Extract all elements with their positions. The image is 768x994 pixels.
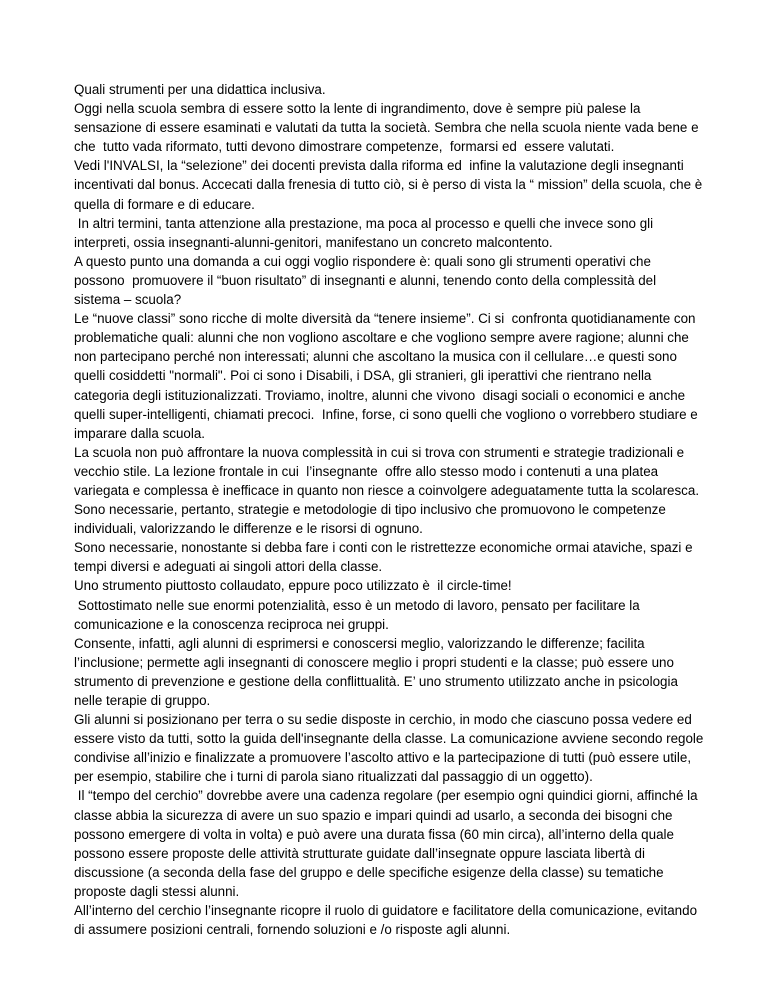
paragraph: All’interno del cerchio l’insegnante ricopre il ruolo di guidatore e facilitatore della comunicazione, evitando di assumere posizioni centrali, fornendo soluzioni e /o risposte agli alunni.	[74, 903, 701, 938]
document-page	[74, 80, 708, 939]
paragraph: Le “nuove classi” sono ricche di molte diversità da “tenere insieme”. Ci si confronta quotidianamente con problematiche quali: alunni che non vogliono ascoltare e che vogliono sempre avere ragione; alunni che non partecipano perché non interessati; alunni che ascoltano la musica con il cellulare…e questi sono quelli cosiddetti "normali". Poi ci sono i Disabili, i DSA, gli stranieri, gli iperattivi che rientrano nella categoria degli istituzionalizzati. Troviamo, inoltre, alunni che vivono disagi sociali o economici e anche quelli super-intelligenti, chiamati precoci. Infine, forse, ci sono quelli che vogliono o vorrebbero studiare e imparare dalla scuola.	[74, 311, 702, 441]
paragraph: La scuola non può affrontare la nuova complessità in cui si trova con strumenti e strategie tradizionali e vecchio stile. La lezione frontale in cui l’insegnante offre allo stesso modo i contenuti a una platea variegata e complessa è inefficace in quanto non riesce a coinvolgere adeguatamente tutta la scolaresca. Sono necessarie, pertanto, strategie e metodologie di tipo inclusivo che promuovono le competenze individuali, valorizzando le differenze e le risorsi di ognuno.	[74, 444, 703, 537]
paragraph: Consente, infatti, agli alunni di esprimersi e conoscersi meglio, valorizzando le differenze; facilita l’inclusione; permette agli insegnanti di conoscere meglio i propri studenti e la classe; può essere uno strumento di prevenzione e gestione della conflittualità. E’ uno strumento utilizzato anche in psicologia nelle terapie di gruppo.	[74, 635, 682, 708]
paragraph: In altri termini, tanta attenzione alla prestazione, ma poca al processo e quelli che invece sono gli interpreti, ossia insegnanti-alunni-genitori, manifestano un concreto malcontento.	[74, 215, 657, 250]
paragraph: Oggi nella scuola sembra di essere sotto la lente di ingrandimento, dove è sempre più palese la sensazione di essere esaminati e valutati da tutta la società. Sembra che nella scuola niente vada bene e che tutto vada riformato, tutti devono dimostrare competenze, formarsi ed essere valutati.	[74, 101, 703, 155]
paragraph: Uno strumento piuttosto collaudato, eppure poco utilizzato è il circle-time!	[74, 578, 512, 594]
paragraph: A questo punto una domanda a cui oggi voglio rispondere è: quali sono gli strumenti operativi che possono promuovere il “buon risultato” di insegnanti e alunni, tenendo conto della complessità del sistema – scuola?	[74, 253, 660, 308]
paragraph: Il “tempo del cerchio” dovrebbe avere una cadenza regolare (per esempio ogni quindici giorni, affinché la classe abbia la sicurezza di avere un suo spazio e impari quindi ad usarlo, a seconda dei bisogni che possono emergere di volta in volta) e può avere una durata fissa (60 min circa), all’interno della quale possono essere proposte delle attività strutturate guidate dall’insegnate oppure lasciata libertà di discussione (a seconda della fase del gruppo e delle specifiche esigenze della classe) su tematiche proposte dagli stessi alunni.	[74, 788, 702, 899]
paragraph: Sottostimato nelle sue enormi potenzialità, esso è un metodo di lavoro, pensato per facilitare la comunicazione e la conoscenza reciproca nei gruppi.	[74, 597, 644, 632]
paragraph: Sono necessarie, nonostante si debba fare i conti con le ristrettezze economiche ormai ataviche, spazi e tempi diversi e adeguati ai singoli attori della classe.	[74, 540, 697, 575]
paragraph: Vedi l'INVALSI, la “selezione” dei docenti prevista dalla riforma ed infine la valutazione degli insegnanti incentivati dal bonus. Accecati dalla frenesia di tutto ciò, si è perso di vista la “ mission” della scuola, che è quella di formare e di educare.	[74, 158, 706, 212]
document-title: Quali strumenti per una didattica inclusiva.	[74, 82, 326, 97]
paragraph: Gli alunni si posizionano per terra o su sedie disposte in cerchio, in modo che ciascuno possa vedere ed essere visto da tutti, sotto la guida dell'insegnante della classe. La comunicazione avviene secondo regole condivise all’inizio e finalizzate a promuovere l’ascolto attivo e la partecipazione di tutti (può essere utile, per esempio, stabilire che i turni di parola siano ritualizzati dal passaggio di un oggetto).	[74, 712, 708, 785]
